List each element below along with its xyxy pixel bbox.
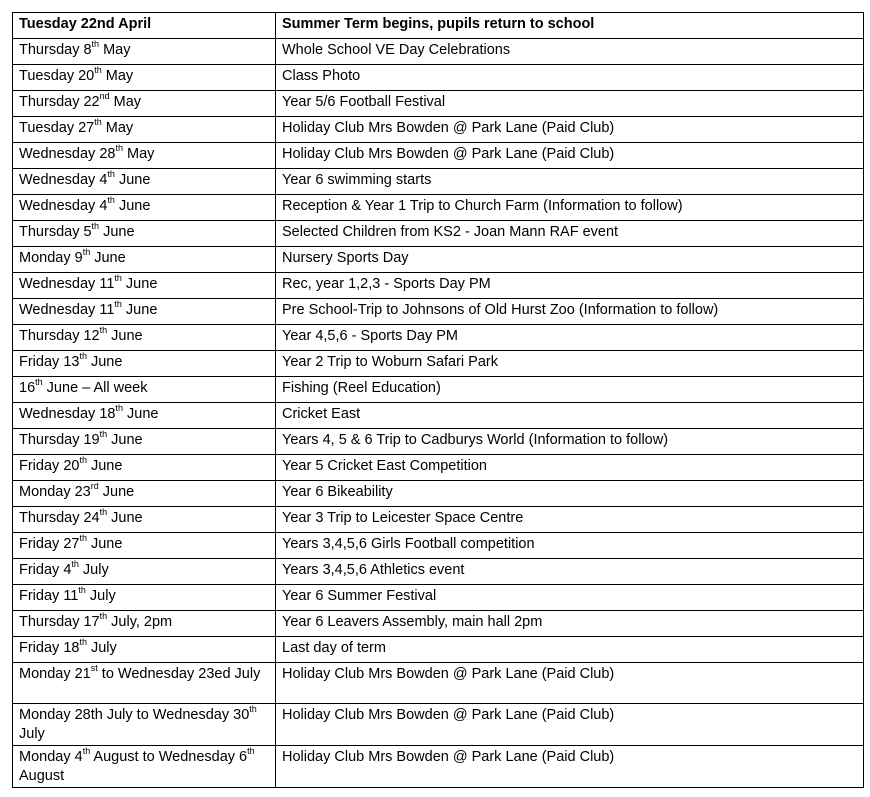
event-description: Year 6 Summer Festival xyxy=(276,585,864,611)
event-description: Year 2 Trip to Woburn Safari Park xyxy=(276,351,864,377)
event-description: Pre School-Trip to Johnsons of Old Hurst Zoo (Information to follow) xyxy=(276,299,864,325)
date-text: Thursday 5 xyxy=(19,224,92,240)
date-text: July xyxy=(85,588,116,604)
event-date xyxy=(13,611,276,637)
date-text: Thursday 24 xyxy=(19,510,100,526)
date-text: Tuesday 20 xyxy=(19,68,95,84)
table-row xyxy=(13,585,864,611)
event-description: Holiday Club Mrs Bowden @ Park Lane (Paid Club) xyxy=(276,117,864,143)
table-row xyxy=(13,663,864,704)
event-description: Holiday Club Mrs Bowden @ Park Lane (Paid Club) xyxy=(276,143,864,169)
date-ordinal-suffix: st xyxy=(90,663,98,674)
date-ordinal-suffix: th xyxy=(91,221,100,232)
header-event: Summer Term begins, pupils return to school xyxy=(276,13,864,39)
date-ordinal-suffix: th xyxy=(94,117,102,128)
event-date xyxy=(13,533,276,559)
event-description: Whole School VE Day Celebrations xyxy=(276,39,864,65)
table-row xyxy=(13,507,864,533)
date-text: 16 xyxy=(19,380,36,396)
date-text: June xyxy=(107,432,143,448)
event-description: Years 3,4,5,6 Athletics event xyxy=(276,559,864,585)
event-date xyxy=(13,221,276,247)
event-description: Year 3 Trip to Leicester Space Centre xyxy=(276,507,864,533)
event-description: Years 4, 5 & 6 Trip to Cadburys World (Information to follow) xyxy=(276,429,864,455)
event-date xyxy=(13,39,276,65)
date-text: Wednesday 11 xyxy=(19,302,115,318)
date-text: Friday 4 xyxy=(19,562,72,578)
date-text: August to Wednesday 6 xyxy=(90,749,248,765)
date-text: Wednesday 28 xyxy=(19,146,116,162)
date-text: Friday 20 xyxy=(19,458,80,474)
table-row xyxy=(13,169,864,195)
table-row xyxy=(13,533,864,559)
event-date xyxy=(13,746,276,788)
event-date xyxy=(13,91,276,117)
event-description: Year 6 Leavers Assembly, main hall 2pm xyxy=(276,611,864,637)
table-row xyxy=(13,91,864,117)
date-ordinal-suffix: th xyxy=(79,455,87,466)
date-text: June xyxy=(122,406,159,422)
date-ordinal-suffix: th xyxy=(99,611,108,622)
date-text: June xyxy=(86,536,123,552)
date-ordinal-suffix: th xyxy=(99,325,108,336)
event-description: Last day of term xyxy=(276,637,864,663)
date-text: June xyxy=(98,484,135,500)
date-ordinal-suffix: nd xyxy=(99,91,110,102)
date-text: Friday 13 xyxy=(19,354,80,370)
date-text: August xyxy=(19,768,65,784)
term-dates-table xyxy=(12,12,864,788)
date-text: July xyxy=(19,726,45,742)
table-row xyxy=(13,611,864,637)
date-text: Friday 11 xyxy=(19,588,79,604)
date-text: June xyxy=(121,302,158,318)
event-date xyxy=(13,559,276,585)
table-row xyxy=(13,143,864,169)
event-date xyxy=(13,195,276,221)
event-date xyxy=(13,637,276,663)
event-description: Selected Children from KS2 - Joan Mann RAF event xyxy=(276,221,864,247)
date-text: June xyxy=(114,198,151,214)
event-description: Year 5 Cricket East Competition xyxy=(276,455,864,481)
date-ordinal-suffix: th xyxy=(249,704,257,715)
date-text: Wednesday 4 xyxy=(19,172,108,188)
table-row xyxy=(13,429,864,455)
date-text: Thursday 17 xyxy=(19,614,100,630)
event-date xyxy=(13,455,276,481)
event-description: Year 6 swimming starts xyxy=(276,169,864,195)
event-date xyxy=(13,247,276,273)
date-text: May xyxy=(101,120,134,136)
date-ordinal-suffix: th xyxy=(79,637,87,648)
table-row xyxy=(13,455,864,481)
table-row xyxy=(13,559,864,585)
event-description: Year 4,5,6 - Sports Day PM xyxy=(276,325,864,351)
date-text: May xyxy=(109,94,142,110)
date-ordinal-suffix: th xyxy=(115,403,123,414)
event-description: Reception & Year 1 Trip to Church Farm (Information to follow) xyxy=(276,195,864,221)
table-row xyxy=(13,481,864,507)
date-ordinal-suffix: rd xyxy=(90,481,99,492)
event-date xyxy=(13,663,276,704)
event-date xyxy=(13,377,276,403)
date-text: July xyxy=(86,640,117,656)
date-text: Thursday 19 xyxy=(19,432,100,448)
date-text: Wednesday 4 xyxy=(19,198,108,214)
date-text: June xyxy=(90,250,126,266)
date-text: July, 2pm xyxy=(107,614,173,630)
event-date xyxy=(13,351,276,377)
date-text: Thursday 12 xyxy=(19,328,100,344)
date-ordinal-suffix: th xyxy=(107,195,115,206)
date-text: Friday 27 xyxy=(19,536,80,552)
table-row xyxy=(13,247,864,273)
date-ordinal-suffix: th xyxy=(94,65,102,76)
date-text: June xyxy=(86,354,123,370)
event-description: Year 6 Bikeability xyxy=(276,481,864,507)
header-date: Tuesday 22nd April xyxy=(13,13,276,39)
table-header-row xyxy=(13,13,864,39)
event-description: Years 3,4,5,6 Girls Football competition xyxy=(276,533,864,559)
table-row xyxy=(13,195,864,221)
date-text: June xyxy=(107,328,143,344)
table-row xyxy=(13,299,864,325)
date-ordinal-suffix: th xyxy=(99,429,108,440)
event-description: Holiday Club Mrs Bowden @ Park Lane (Paid Club) xyxy=(276,746,864,788)
date-text: Friday 18 xyxy=(19,640,80,656)
event-date xyxy=(13,169,276,195)
table-row xyxy=(13,351,864,377)
date-ordinal-suffix: th xyxy=(91,39,100,50)
table-row xyxy=(13,39,864,65)
date-ordinal-suffix: th xyxy=(115,143,123,154)
event-date xyxy=(13,429,276,455)
date-ordinal-suffix: th xyxy=(79,351,87,362)
date-text: Wednesday 11 xyxy=(19,276,115,292)
event-date xyxy=(13,325,276,351)
date-ordinal-suffix: th xyxy=(114,273,122,284)
date-ordinal-suffix: th xyxy=(114,299,122,310)
event-description: Fishing (Reel Education) xyxy=(276,377,864,403)
date-text: Monday 21 xyxy=(19,666,91,682)
date-text: May xyxy=(122,146,155,162)
date-text: June – All week xyxy=(42,380,148,396)
date-text: June xyxy=(99,224,135,240)
date-ordinal-suffix: th xyxy=(35,377,43,388)
event-description: Class Photo xyxy=(276,65,864,91)
table-row xyxy=(13,221,864,247)
date-ordinal-suffix: th xyxy=(99,507,108,518)
date-text: May xyxy=(101,68,134,84)
event-description: Holiday Club Mrs Bowden @ Park Lane (Paid Club) xyxy=(276,704,864,746)
table-row xyxy=(13,746,864,788)
date-text: Monday 9 xyxy=(19,250,83,266)
table-row xyxy=(13,377,864,403)
date-text: Wednesday 18 xyxy=(19,406,116,422)
date-text: to Wednesday 23ed July xyxy=(97,666,261,682)
date-text: Thursday 8 xyxy=(19,42,92,58)
table-row xyxy=(13,325,864,351)
date-text: July xyxy=(78,562,109,578)
date-ordinal-suffix: th xyxy=(71,559,79,570)
event-description: Nursery Sports Day xyxy=(276,247,864,273)
event-description: Year 5/6 Football Festival xyxy=(276,91,864,117)
date-text: June xyxy=(114,172,151,188)
event-description: Cricket East xyxy=(276,403,864,429)
date-text: June xyxy=(121,276,158,292)
event-date xyxy=(13,273,276,299)
event-description: Holiday Club Mrs Bowden @ Park Lane (Paid Club) xyxy=(276,663,864,704)
date-ordinal-suffix: th xyxy=(78,585,86,596)
table-row xyxy=(13,637,864,663)
event-date xyxy=(13,299,276,325)
event-date xyxy=(13,117,276,143)
event-date xyxy=(13,585,276,611)
date-text: Monday 28th July to Wednesday 30 xyxy=(19,707,250,723)
event-date xyxy=(13,704,276,746)
event-date xyxy=(13,143,276,169)
event-description: Rec, year 1,2,3 - Sports Day PM xyxy=(276,273,864,299)
event-date xyxy=(13,481,276,507)
event-date xyxy=(13,403,276,429)
event-date xyxy=(13,507,276,533)
date-text: Thursday 22 xyxy=(19,94,100,110)
table-row xyxy=(13,117,864,143)
date-ordinal-suffix: th xyxy=(247,746,255,757)
date-ordinal-suffix: th xyxy=(82,247,91,258)
table-row xyxy=(13,65,864,91)
date-text: Monday 23 xyxy=(19,484,91,500)
event-date xyxy=(13,65,276,91)
date-text: June xyxy=(107,510,143,526)
date-ordinal-suffix: th xyxy=(107,169,115,180)
date-ordinal-suffix: th xyxy=(82,746,91,757)
table-row xyxy=(13,704,864,746)
date-text: June xyxy=(86,458,123,474)
date-text: May xyxy=(99,42,131,58)
date-ordinal-suffix: th xyxy=(79,533,87,544)
table-row xyxy=(13,403,864,429)
table-row xyxy=(13,273,864,299)
date-text: Tuesday 27 xyxy=(19,120,95,136)
date-text: Monday 4 xyxy=(19,749,83,765)
